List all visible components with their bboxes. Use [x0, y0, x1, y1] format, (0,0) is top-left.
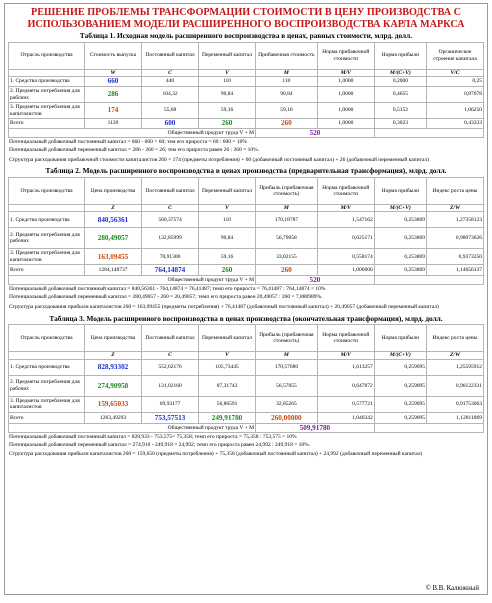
price-cell: 159,65033	[85, 396, 142, 412]
table-cell: 33,02155	[256, 249, 318, 265]
table-cell: 0,259095	[374, 396, 426, 412]
document-title: РЕШЕНИЕ ПРОБЛЕМЫ ТРАНСФОРМАЦИИ СТОИМОСТИ В ЦЕНУ ПРОИЗВОДСТВА С ИСПОЛЬЗОВАНИЕМ МОДЕЛИ РАСШИРЕННОГО ВОСПРОИЗВОДСТВА КАРЛА МАРКСА	[27, 7, 465, 30]
table-cell: 1,14656137	[427, 265, 484, 276]
table-cell: 0,259095	[374, 412, 426, 423]
table-cell: 1120	[85, 119, 142, 129]
column-header: Отрасль производства	[9, 177, 85, 204]
table-cell: 0,253869	[374, 249, 426, 265]
social-product-label: Общественный продукт труда V + M	[9, 276, 256, 285]
table-cell: 1,0000	[317, 87, 374, 103]
table-row	[9, 212, 484, 228]
row-label: 3. Предметы потребления для капиталистов	[9, 249, 85, 265]
table-cell: 0,5152	[374, 103, 426, 119]
social-product-value: 520	[256, 276, 375, 285]
symbol-cell: V	[199, 204, 256, 211]
table1-note-2: Потенциальный добавочный переменный капитал = 286 - 260 = 26; тем его прироста равен 26 : 260 = 10%.	[9, 146, 260, 153]
document-page	[4, 3, 488, 595]
author-signature: © В.В. Калюжный	[425, 585, 479, 592]
table-row-product	[9, 129, 484, 138]
column-header: Норма прибавочной стоимости	[317, 177, 374, 204]
price-cell: 280,49057	[85, 228, 142, 249]
column-header: Прибавочная стоимость	[256, 42, 318, 69]
column-header: Переменный капитал	[199, 42, 256, 69]
symbol-cell: Z/W	[427, 204, 484, 211]
table-cell: 90,84	[256, 87, 318, 103]
total-surplus-value-cell: 260	[256, 119, 318, 129]
column-header: Норма прибавочной стоимости	[317, 42, 374, 69]
social-product-label: Общественный продукт труда V + M	[9, 129, 256, 138]
table-cell: 1,12811869	[427, 412, 484, 423]
total-profit-cell: 260,00000	[256, 412, 318, 423]
row-label: 3. Предметы потребления для капиталистов	[9, 103, 85, 119]
table-cell: 55,68	[142, 103, 199, 119]
column-header: Норма прибыли	[374, 177, 426, 204]
table2-note-1: Потенциальный добавочный постоянный капитал = 840,56361 - 764,14874 = 76,41487; темп его прироста = 76,41487 : 764,14874 = 10%	[9, 286, 326, 293]
symbol-cell	[9, 204, 85, 211]
table2-title: Таблица 2. Модель расширенного воспроизводства в ценах производства (предварительная трансформация), млрд. долл.	[45, 166, 447, 176]
column-header: Стоимость выпуска	[85, 42, 142, 69]
table-cell: 56,57055	[256, 375, 318, 396]
table-cell: 70,91300	[142, 249, 199, 265]
column-header: Постоянный капитал	[142, 325, 199, 352]
table-row-total	[9, 119, 484, 129]
column-header: Норма прибыли	[374, 325, 426, 352]
table-row-total	[9, 265, 484, 276]
row-label: 2. Предметы потребления для рабочих	[9, 375, 85, 396]
row-label: Всего	[9, 119, 85, 129]
column-header: Прибыль (прибавочная стоимость)	[256, 325, 318, 352]
symbol-cell: M	[256, 352, 318, 359]
column-header: Индекс роста цены	[427, 177, 484, 204]
symbol-cell: C	[142, 204, 199, 211]
table-cell: 0,98073626	[427, 228, 484, 249]
symbol-cell: C	[142, 352, 199, 359]
table-cell: 1284,148737	[85, 265, 142, 276]
symbol-cell: M/V	[317, 69, 374, 76]
symbol-cell: Z	[85, 204, 142, 211]
table-cell: 87,31743	[199, 375, 256, 396]
column-header: Норма прибыли	[374, 42, 426, 69]
table2-symbol-row	[9, 204, 484, 211]
table-cell: 110	[199, 212, 256, 228]
empty-cell	[374, 129, 483, 138]
column-header: Постоянный капитал	[142, 177, 199, 204]
total-variable-capital-cell: 249,91780	[199, 412, 256, 423]
empty-cell	[374, 423, 483, 432]
table2	[8, 177, 484, 285]
row-label: 2. Предметы потребления для рабочих	[9, 228, 85, 249]
total-profit-cell: 260	[256, 265, 318, 276]
table-cell: 0,577721	[317, 396, 374, 412]
table-row-product	[9, 423, 484, 432]
table-cell: 560,37574	[142, 212, 199, 228]
table-cell: 1,27358123	[427, 212, 484, 228]
table3-header-row	[9, 325, 484, 352]
row-label: 1. Средства производства	[9, 212, 85, 228]
symbol-cell	[9, 352, 85, 359]
table-row	[9, 87, 484, 103]
table-cell: 0,558174	[317, 249, 374, 265]
table-cell: 1,547162	[317, 212, 374, 228]
table-cell: 0,43333	[427, 119, 484, 129]
table-cell: 59,16	[199, 249, 256, 265]
total-variable-capital-cell: 260	[199, 119, 256, 129]
table-cell: 0,96122331	[427, 375, 484, 396]
table2-header-row	[9, 177, 484, 204]
row-label: 1. Средства производства	[9, 77, 85, 87]
total-constant-capital-cell: 600	[142, 119, 199, 129]
table3-note-2: Потенциальный добавочный переменный капитал = 274,910 - 249,918 = 24,992; темп его прироста равен 24,992 : 249,918 = 10%.	[9, 441, 311, 448]
symbol-cell: W	[85, 69, 142, 76]
table-cell: 1,613257	[317, 359, 374, 375]
table-cell: 0,253869	[374, 265, 426, 276]
table-row	[9, 77, 484, 87]
symbol-cell: V/C	[427, 69, 484, 76]
table-cell: 0,25	[427, 77, 484, 87]
column-header: Переменный капитал	[199, 177, 256, 204]
social-product-value: 509,91780	[256, 423, 375, 432]
table-cell: 59,16	[199, 103, 256, 119]
column-header: Индекс роста цены	[427, 325, 484, 352]
symbol-cell: Z	[85, 352, 142, 359]
price-cell: 163,09455	[85, 249, 142, 265]
total-variable-capital-cell: 260	[199, 265, 256, 276]
table-cell: 0,259095	[374, 375, 426, 396]
table-cell: 0,87078	[427, 87, 484, 103]
table-row	[9, 396, 484, 412]
table1	[8, 42, 484, 138]
table2-note-3: Структура расходования прибыли капиталистов 260 = 163,09455 (предметы потребления) + 76,41487 (добавочный постоянный капитал) + 20,49057 (добавочный переменный капитал)	[9, 303, 439, 310]
symbol-cell: M/(C+V)	[374, 69, 426, 76]
empty-cell	[374, 276, 483, 285]
table-row-total	[9, 412, 484, 423]
row-label: 3. Предметы потребления для капиталистов	[9, 396, 85, 412]
table-cell: 0,259095	[374, 359, 426, 375]
column-header: Прибыль (прибавочная стоимость)	[256, 177, 318, 204]
table-row	[9, 359, 484, 375]
table3-note-3: Структура расходования прибыли капиталистов 260 = 159,650 (предметы потребления) + 75,358 (добавочный постоянный капитал) + 24,992 (добавочный переменный капитал)	[9, 451, 423, 458]
table1-header-row	[9, 42, 484, 69]
table-cell: 105,73445	[199, 359, 256, 375]
table-cell: 0,253869	[374, 228, 426, 249]
table-cell: 0,647872	[317, 375, 374, 396]
symbol-cell: M/(C+V)	[374, 204, 426, 211]
table-row	[9, 228, 484, 249]
table2-note-2: Потенциальный добавочный переменный капитал = 280,49057 - 260 = 20,49057; темп его прироста равен 20,49057 : 260 = 7,880989%.	[9, 294, 323, 301]
total-constant-capital-cell: 764,14874	[142, 265, 199, 276]
social-product-value: 520	[256, 129, 375, 138]
table-cell: 110	[256, 77, 318, 87]
row-label: 2. Предметы потребления для рабочих	[9, 87, 85, 103]
table-cell: 32,85265	[256, 396, 318, 412]
table-cell: 552,62176	[142, 359, 199, 375]
table-cell: 1,0000	[317, 77, 374, 87]
social-product-label: Общественный продукт труда V + M	[9, 423, 256, 432]
table-cell: 69,93177	[142, 396, 199, 412]
table-cell: 170,18787	[256, 212, 318, 228]
table-cell: 90,84	[199, 228, 256, 249]
table-cell: 0,91753063	[427, 396, 484, 412]
table3-title: Таблица 3. Модель расширенного воспроизводства в ценах производства (окончательная трансформация), млрд. долл.	[49, 313, 443, 323]
column-header: Отрасль производства	[9, 325, 85, 352]
table-cell: 59,16	[256, 103, 318, 119]
symbol-cell: M	[256, 204, 318, 211]
table-row	[9, 249, 484, 265]
symbol-cell: C	[142, 69, 199, 76]
table-cell: 132,85999	[142, 228, 199, 249]
table-cell: 110	[199, 77, 256, 87]
table-cell: 1,25595912	[427, 359, 484, 375]
table-cell: 170,57680	[256, 359, 318, 375]
symbol-cell: M	[256, 69, 318, 76]
table-cell: 1,06250	[427, 103, 484, 119]
table1-note-3: Структура расходования прибавочной стоимости капиталистов 260 = 174 (предметы потребления) + 60 (добавочный постоянный капитал) + 26 (добавочный переменный капитал)	[9, 156, 430, 163]
table-cell: 0,9373250	[427, 249, 484, 265]
table1-title: Таблица 1. Исходная модель расширенного воспроизводства в ценах, равных стоимости, млрд. долл.	[79, 31, 413, 40]
table-cell: 0,4655	[374, 87, 426, 103]
symbol-cell: M/(C+V)	[374, 352, 426, 359]
table-cell: 1,000000	[317, 265, 374, 276]
symbol-cell: V	[199, 352, 256, 359]
column-header: Переменный капитал	[199, 325, 256, 352]
output-value-cell: 174	[85, 103, 142, 119]
table-cell: 0,625171	[317, 228, 374, 249]
column-header: Цена производства	[85, 177, 142, 204]
symbol-cell: M/V	[317, 352, 374, 359]
table-row	[9, 375, 484, 396]
column-header: Постоянный капитал	[142, 42, 199, 69]
row-label: Всего	[9, 265, 85, 276]
symbol-cell: Z/W	[427, 352, 484, 359]
table-cell: 0,3023	[374, 119, 426, 129]
table-cell: 1,0000	[317, 119, 374, 129]
table-cell: 104,32	[142, 87, 199, 103]
price-cell: 828,93302	[85, 359, 142, 375]
total-constant-capital-cell: 753,57513	[142, 412, 199, 423]
row-label: 1. Средства производства	[9, 359, 85, 375]
table-cell: 90,84	[199, 87, 256, 103]
symbol-cell: V	[199, 69, 256, 76]
table-cell: 0,2000	[374, 77, 426, 87]
price-cell: 840,56361	[85, 212, 142, 228]
table3-symbol-row	[9, 352, 484, 359]
table-row	[9, 103, 484, 119]
table-cell: 440	[142, 77, 199, 87]
table-cell: 1263,49293	[85, 412, 142, 423]
price-cell: 274,90958	[85, 375, 142, 396]
table3-note-1: Потенциальный добавочный постоянный капитал = 828,933 - 753,575= 75,358; темп его прироста = 75,358 : 753,575 = 10%	[9, 433, 297, 440]
column-header: Цена производства	[85, 325, 142, 352]
table-cell: 56,79058	[256, 228, 318, 249]
table1-note-1: Потенциальный добавочный постоянный капитал = 660 - 600 = 60; тем его прироста = 60 : 600 = 10%	[9, 139, 247, 145]
table1-symbol-row	[9, 69, 484, 76]
output-value-cell: 660	[85, 77, 142, 87]
column-header: Органическое строение капитала	[427, 42, 484, 69]
table-row-product	[9, 276, 484, 285]
output-value-cell: 286	[85, 87, 142, 103]
symbol-cell	[9, 69, 85, 76]
table-cell: 0,253869	[374, 212, 426, 228]
table-cell: 1,040342	[317, 412, 374, 423]
table3	[8, 324, 484, 432]
column-header: Норма прибавочной стоимости	[317, 325, 374, 352]
table-cell: 131,02160	[142, 375, 199, 396]
table-cell: 1,0000	[317, 103, 374, 119]
row-label: Всего	[9, 412, 85, 423]
symbol-cell: M/V	[317, 204, 374, 211]
table-cell: 56,86591	[199, 396, 256, 412]
column-header: Отрасль производства	[9, 42, 85, 69]
